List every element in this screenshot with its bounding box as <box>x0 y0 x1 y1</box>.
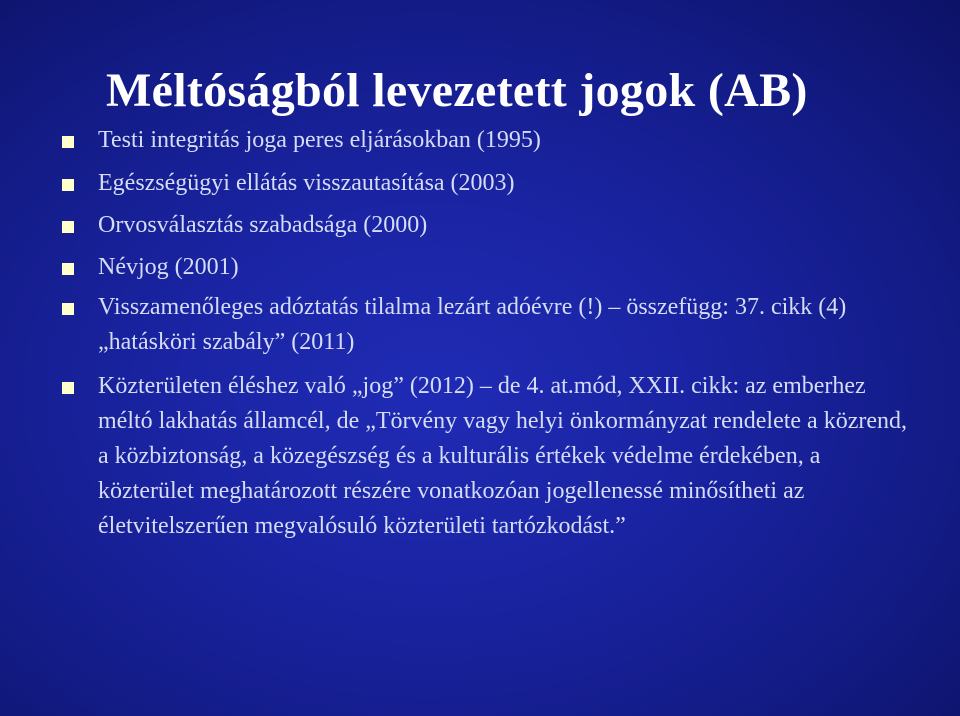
bullet-text: Névjog (2001) <box>98 254 239 280</box>
bullet-text: Visszamenőleges adóztatás tilalma lezárt adóévre (!) – összefügg: 37. cikk (4) „hatásköri szabály” (2011) <box>98 294 847 355</box>
bullet-text: Közterületen éléshez való „jog” (2012) – de 4. at.mód, XXII. cikk: az emberhez méltó lakhatás államcél, de „Törvény vagy helyi önkormányzat rendelete a közrend, a közbiztonság, a közegészség és a kulturális értékek védelme érdekében, a közterület meghatározott részére vonatkozóan jogellenessé minősítheti az életvitelszerűen megvalósuló közterületi tartózkodást.” <box>98 373 907 539</box>
bullet-text: Egészségügyi ellátás visszautasítása (2003) <box>98 170 515 196</box>
square-bullet-icon <box>62 263 74 275</box>
slide-title: Méltóságból levezetett jogok (AB) <box>106 64 808 118</box>
list-item <box>98 290 918 360</box>
list-item <box>98 369 918 544</box>
list-item <box>98 250 918 285</box>
list-item <box>98 123 918 158</box>
square-bullet-icon <box>62 136 74 148</box>
square-bullet-icon <box>62 382 74 394</box>
bullet-text: Testi integritás joga peres eljárásokban (1995) <box>98 127 541 153</box>
square-bullet-icon <box>62 221 74 233</box>
square-bullet-icon <box>62 179 74 191</box>
list-item <box>98 166 918 201</box>
square-bullet-icon <box>62 303 74 315</box>
list-item <box>98 208 918 243</box>
bullet-text: Orvosválasztás szabadsága (2000) <box>98 212 428 238</box>
